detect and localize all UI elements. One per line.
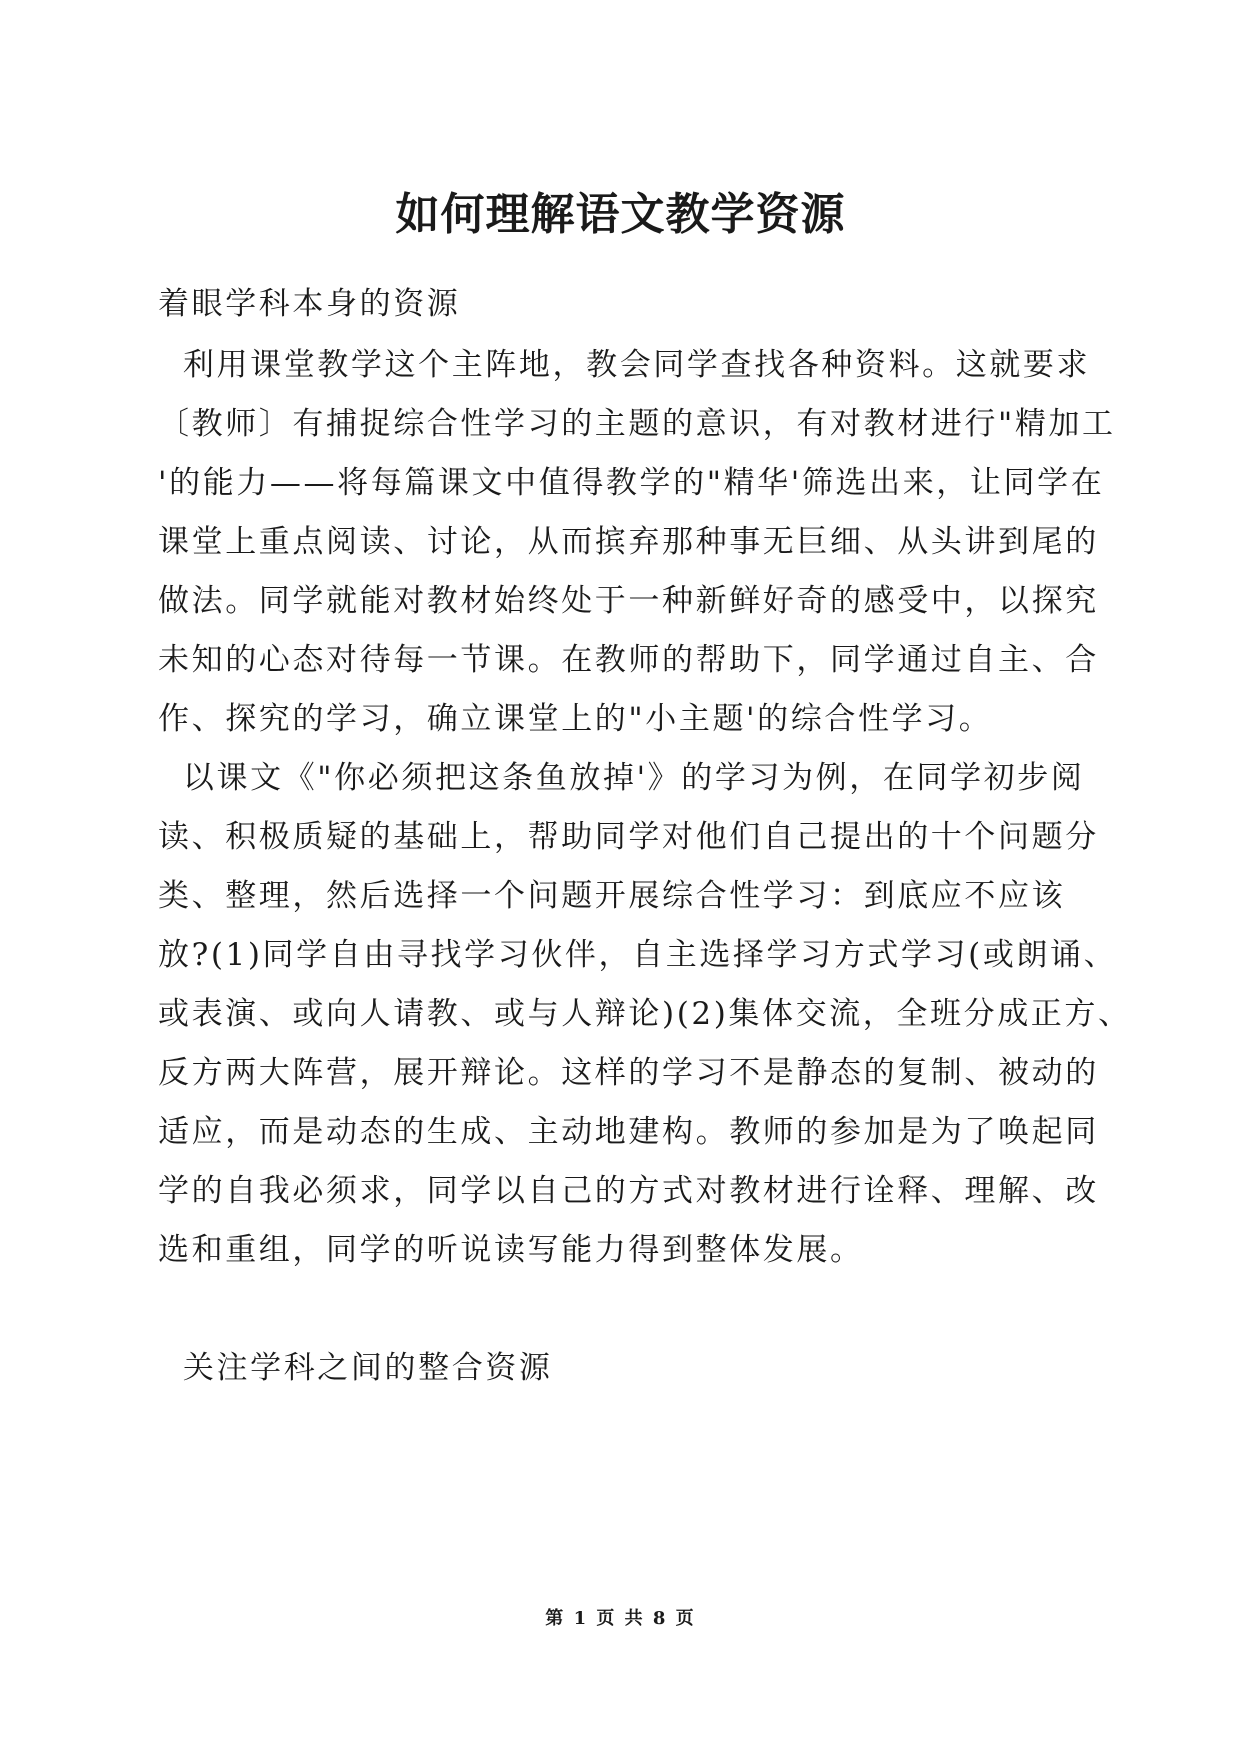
document-title: 如何理解语文教学资源 <box>395 189 846 240</box>
paragraph-line: 读、积极质疑的基础上，帮助同学对他们自己提出的十个问题分 <box>158 819 1099 855</box>
section-heading: 着眼学科本身的资源 <box>158 286 461 322</box>
paragraph-line: 课堂上重点阅读、讨论，从而摈弃那种事无巨细、从头讲到尾的 <box>158 524 1099 560</box>
paragraph-line: 利用课堂教学这个主阵地，教会同学查找各种资料。这就要求 <box>158 347 1091 383</box>
paragraph-line: 做法。同学就能对教材始终处于一种新鲜好奇的感受中，以探究 <box>158 583 1099 619</box>
paragraph-line: 反方两大阵营，展开辩论。这样的学习不是静态的复制、被动的 <box>158 1055 1099 1091</box>
paragraph-line: '的能力——将每篇课文中值得教学的"精华'筛选出来，让同学在 <box>158 465 1105 501</box>
paragraph-line: 作、探究的学习，确立课堂上的"小主题'的综合性学习。 <box>158 701 993 737</box>
paragraph-line: 学的自我必须求，同学以自己的方式对教材进行诠释、理解、改 <box>158 1173 1099 1209</box>
paragraph-line: 适应，而是动态的生成、主动地建构。教师的参加是为了唤起同 <box>158 1114 1099 1150</box>
paragraph-line: 以课文《"你必须把这条鱼放掉'》的学习为例，在同学初步阅 <box>158 760 1085 796</box>
paragraph-line: 选和重组，同学的听说读写能力得到整体发展。 <box>158 1232 864 1268</box>
paragraph-line: 或表演、或向人请教、或与人辩论)(2)集体交流，全班分成正方、 <box>158 996 1132 1032</box>
paragraph-line: 〔教师〕有捕捉综合性学习的主题的意识，有对教材进行"精加工 <box>158 406 1116 442</box>
page-number-footer: 第 1 页 共 8 页 <box>545 1608 696 1629</box>
paragraph-line: 放?(1)同学自由寻找学习伙伴，自主选择学习方式学习(或朗诵、 <box>158 937 1118 973</box>
paragraph-line: 类、整理，然后选择一个问题开展综合性学习：到底应不应该 <box>158 878 1066 914</box>
paragraph-line: 未知的心态对待每一节课。在教师的帮助下，同学通过自主、合 <box>158 642 1099 678</box>
section-heading: 关注学科之间的整合资源 <box>158 1350 553 1386</box>
